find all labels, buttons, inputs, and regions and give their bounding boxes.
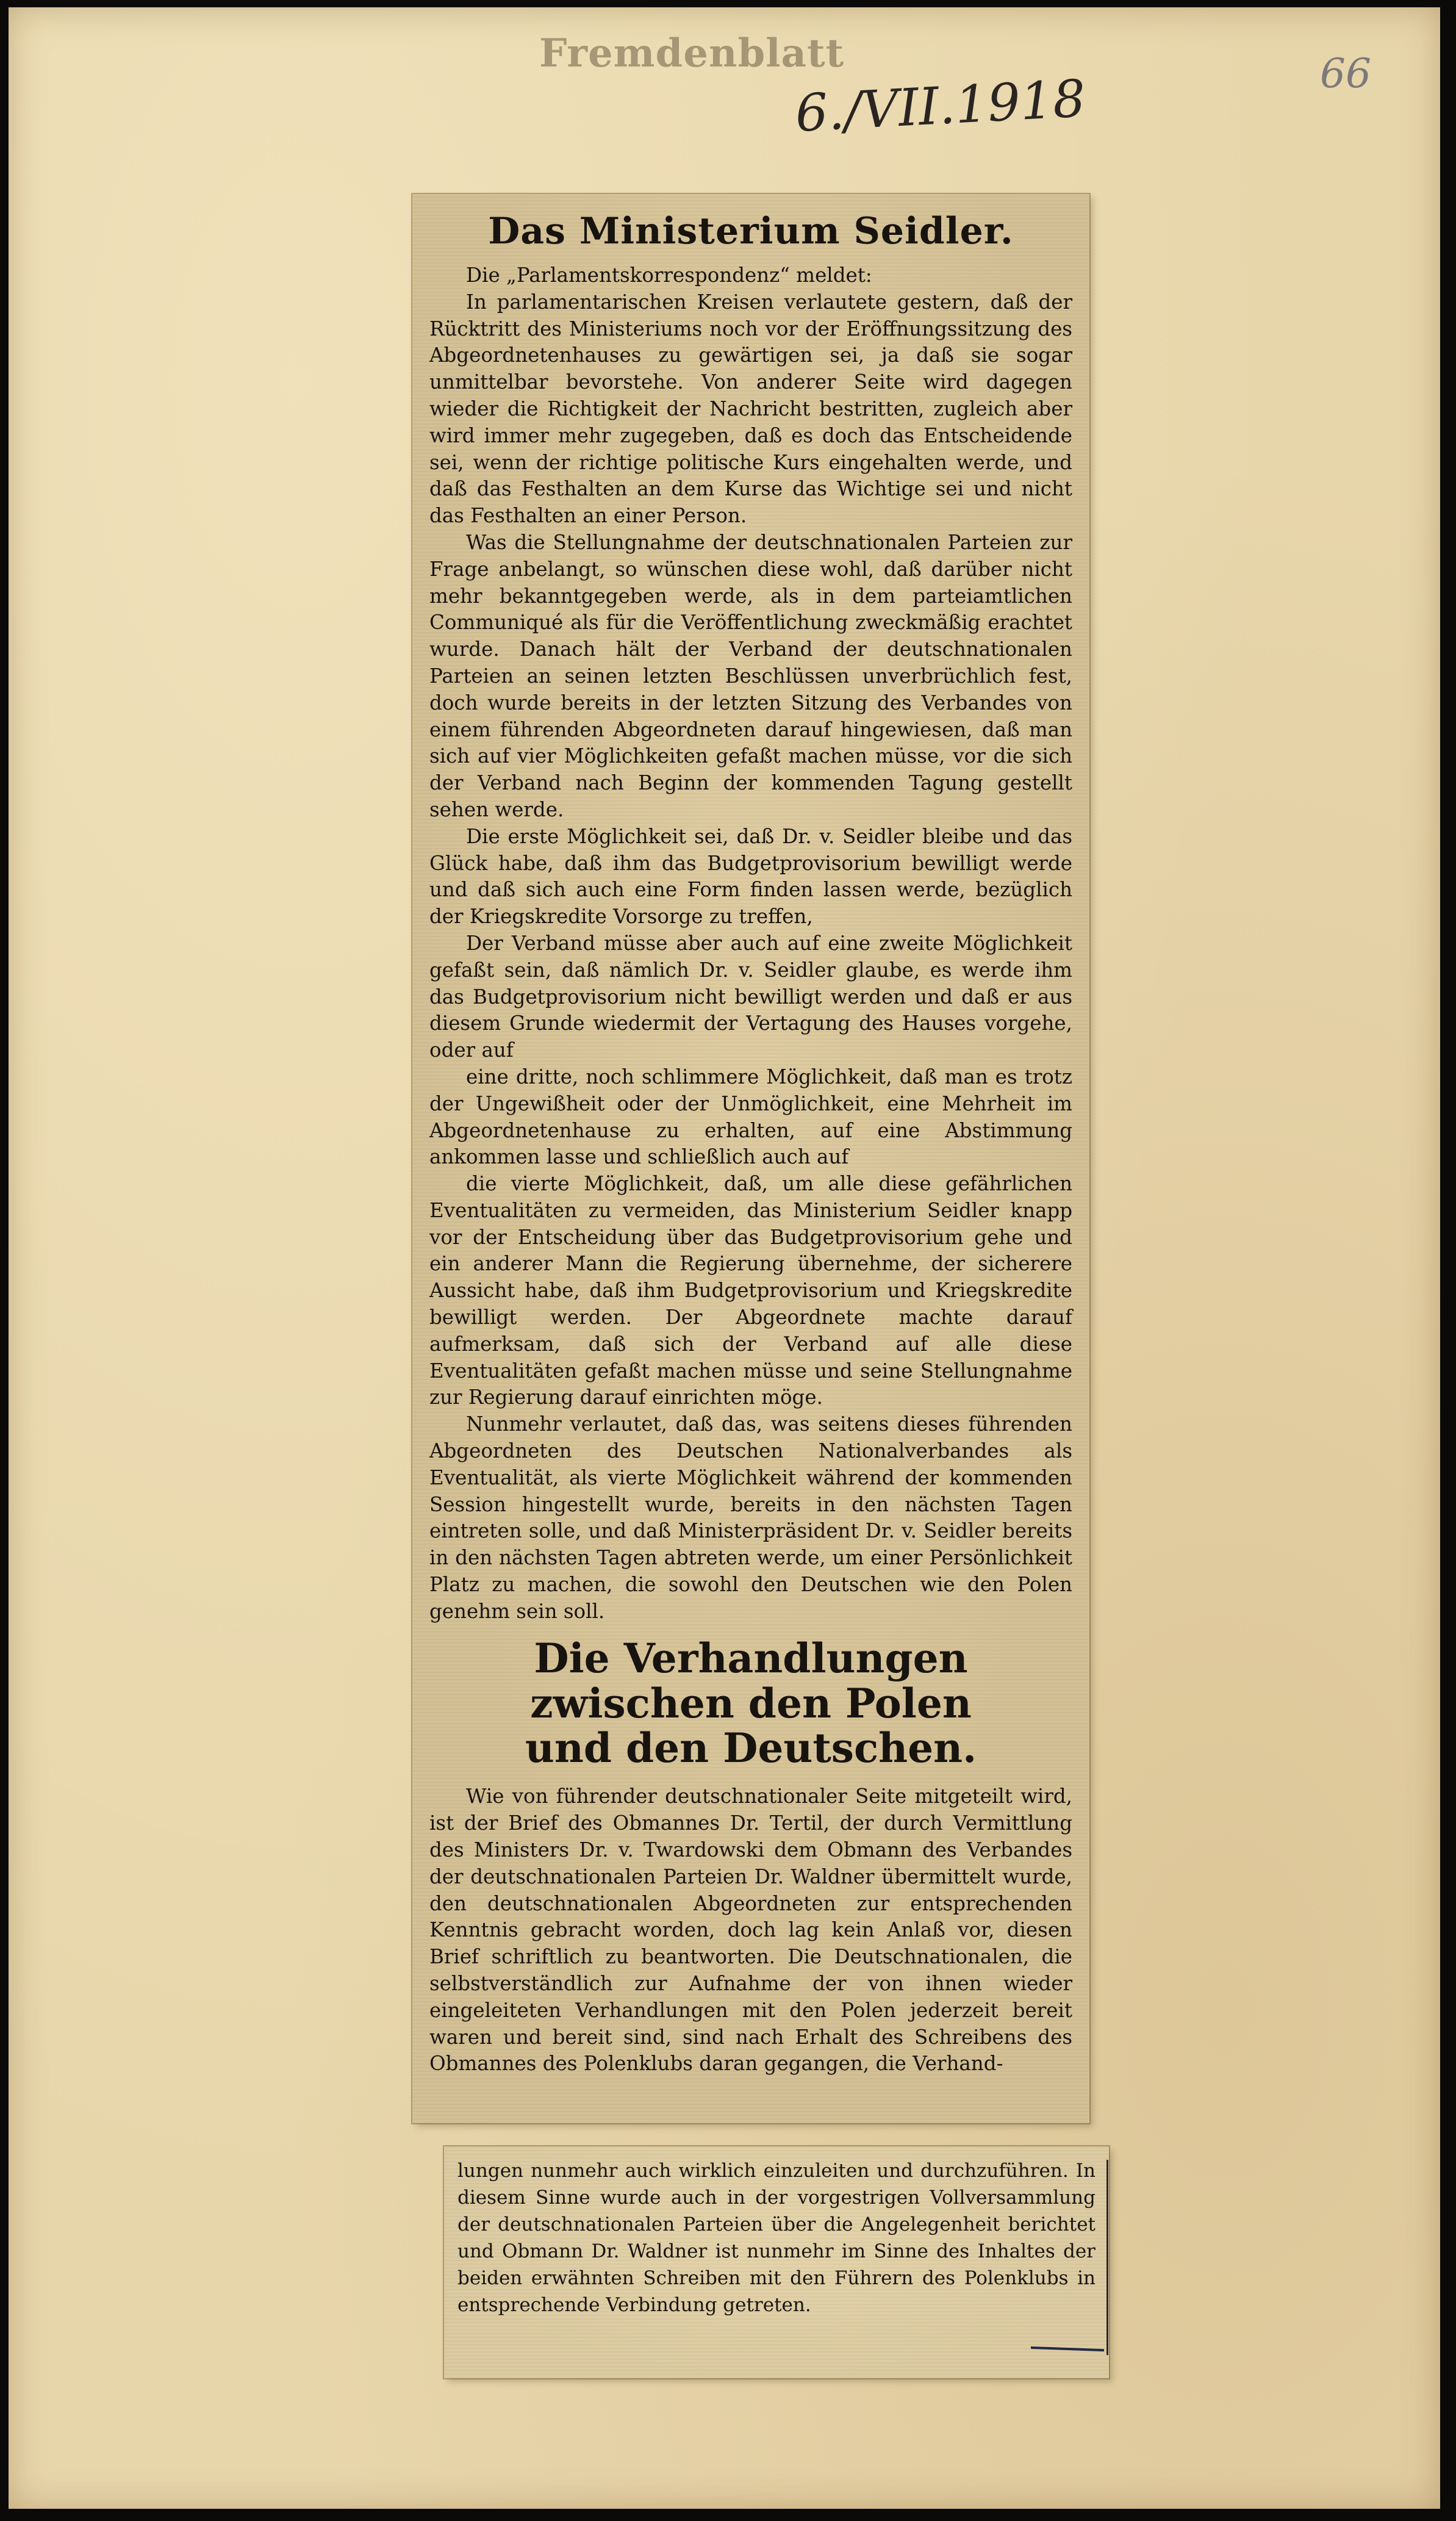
newspaper-clipping-main (412, 194, 1089, 2123)
article-paragraph: die vierte Möglichkeit, daß, um alle diese gefährlichen Eventualitäten zu vermeiden, das Ministerium Seidler knapp vor der Entscheidung über das Budgetprovisorium gehe und ein anderer Mann die Regierung übernehme, der sicherere Aussicht habe, daß ihm Budgetprovisorium und Kriegskredite bewilligt werden. Der Abgeordnete machte darauf aufmerksam, daß sich der Verband auf alle diese Eventualitäten gefaßt machen müsse und seine Stellungnahme zur Regierung darauf einrichten möge. (429, 1172, 1072, 1409)
article-paragraph: Die erste Möglichkeit sei, daß Dr. v. Seidler bleibe und das Glück habe, daß ihm das Budgetprovisorium bewilligt werde und daß sich auch eine Form finden lassen werde, bezüglich der Kriegskredite Vorsorge zu treffen, (429, 824, 1072, 929)
archive-stamp: Fremdenblatt (539, 31, 845, 76)
article-title: Das Ministerium Seidler. (488, 210, 1014, 253)
page-number: 66 (1320, 50, 1371, 97)
newspaper-clipping-continuation (444, 2146, 1109, 2378)
article-2-title-line: Die Verhandlungen zwischen den Polen (530, 1634, 972, 1727)
article-paragraph: Was die Stellungnahme der deutschnationalen Parteien zur Frage anbelangt, so wünschen diese wohl, daß darüber nicht mehr bekanntgegeben werde, als in dem parteiamtlichen Communiqué als für die Veröffentlichung zweckmäßig erachtet wurde. Danach hält der Verband der deutschnationalen Parteien an seinen letzten Beschlüssen unverbrüchlich fest, doch wurde bereits in der letzten Sitzung des Verbandes von einem führenden Abgeordneten darauf hingewiesen, daß man sich auf vier Möglichkeiten gefaßt machen müsse, vor die sich der Verband nach Beginn der kommenden Tagung gestellt sehen werde. (429, 530, 1072, 821)
article-2-title-line: und den Deutschen. (525, 1724, 977, 1772)
handwritten-date: 6./VII.1918 (794, 68, 1087, 143)
article-2-paragraph: Wie von führender deutschnationaler Seite mitgeteilt wird, ist der Brief des Obmannes Dr. Tertil, der durch Vermittlung des Ministers Dr. v. Twardowski dem Obmann des Verbandes der deutschnationalen Parteien Dr. Waldner übermittelt wurde, den deutschnationalen Abgeordneten zur entsprechenden Kenntnis gebracht worden, doch lag kein Anlaß vor, diesen Brief schriftlich zu beantworten. Die Deutschnationalen, die selbstverständlich zur Aufnahme der von ihnen wieder eingeleiteten Verhandlungen mit den Polen jederzeit bereit waren und bereit sind, sind nach Erhalt des Schreibens des Obmannes des Polenklubs daran gegangen, die Verhand- (429, 1785, 1072, 2076)
article-2-continuation: lungen nunmehr auch wirklich einzuleiten und durchzuführen. In diesem Sinne wurde auch in der vorgestrigen Vollversammlung der deutschnationalen Parteien über die Angelegenheit berichtet und Obmann Dr. Waldner ist nunmehr im Sinne des Inhaltes der beiden erwähnten Schreiben mit den Führern des Polenklubs in entsprechende Verbindung getreten. (457, 2160, 1096, 2316)
article-paragraph: Der Verband müsse aber auch auf eine zweite Möglichkeit gefaßt sein, daß nämlich Dr. v. Seidler glaube, es werde ihm das Budgetprovisorium nicht bewilligt werden und daß er aus diesem Grunde wiedermit der Vertagung des Hauses vorgehe, oder auf (429, 931, 1072, 1062)
article-paragraph: In parlamentarischen Kreisen verlautete gestern, daß der Rücktritt des Ministeriums noch vor der Eröffnungssitzung des Abgeordnetenhauses zu gewärtigen sei, ja daß sie sogar unmittelbar bevorstehe. Von anderer Seite wird dagegen wieder die Richtigkeit der Nachricht bestritten, zugleich aber wird immer mehr zugegeben, daß es doch das Entscheidende sei, wenn der richtige politische Kurs eingehalten werde, und daß das Festhalten an dem Kurse das Wichtige sei und nicht das Festhalten an einer Person. (429, 290, 1072, 528)
clipping-edge-mark (1106, 2160, 1108, 2355)
article-paragraph: Nunmehr verlautet, daß das, was seitens dieses führenden Abgeordneten des Deutschen Nationalverbandes als Eventualität, als vierte Möglichkeit während der kommenden Session hingestellt wurde, bereits in den nächsten Tagen eintreten solle, und daß Ministerpräsident Dr. v. Seidler bereits in den nächsten Tagen abtreten werde, um einer Persönlichkeit Platz zu machen, die sowohl den Deutschen wie den Polen genehm sein soll. (429, 1412, 1072, 1623)
article-paragraph: eine dritte, noch schlimmere Möglichkeit, daß man es trotz der Ungewißheit oder der Unmöglichkeit, eine Mehrheit im Abgeordnetenhause zu erhalten, auf eine Abstimmung ankommen lasse und schließlich auch auf (429, 1065, 1072, 1169)
article-paragraph: Die „Parlamentskorrespondenz“ meldet: (466, 264, 872, 287)
article-2-title (429, 1636, 1072, 1772)
